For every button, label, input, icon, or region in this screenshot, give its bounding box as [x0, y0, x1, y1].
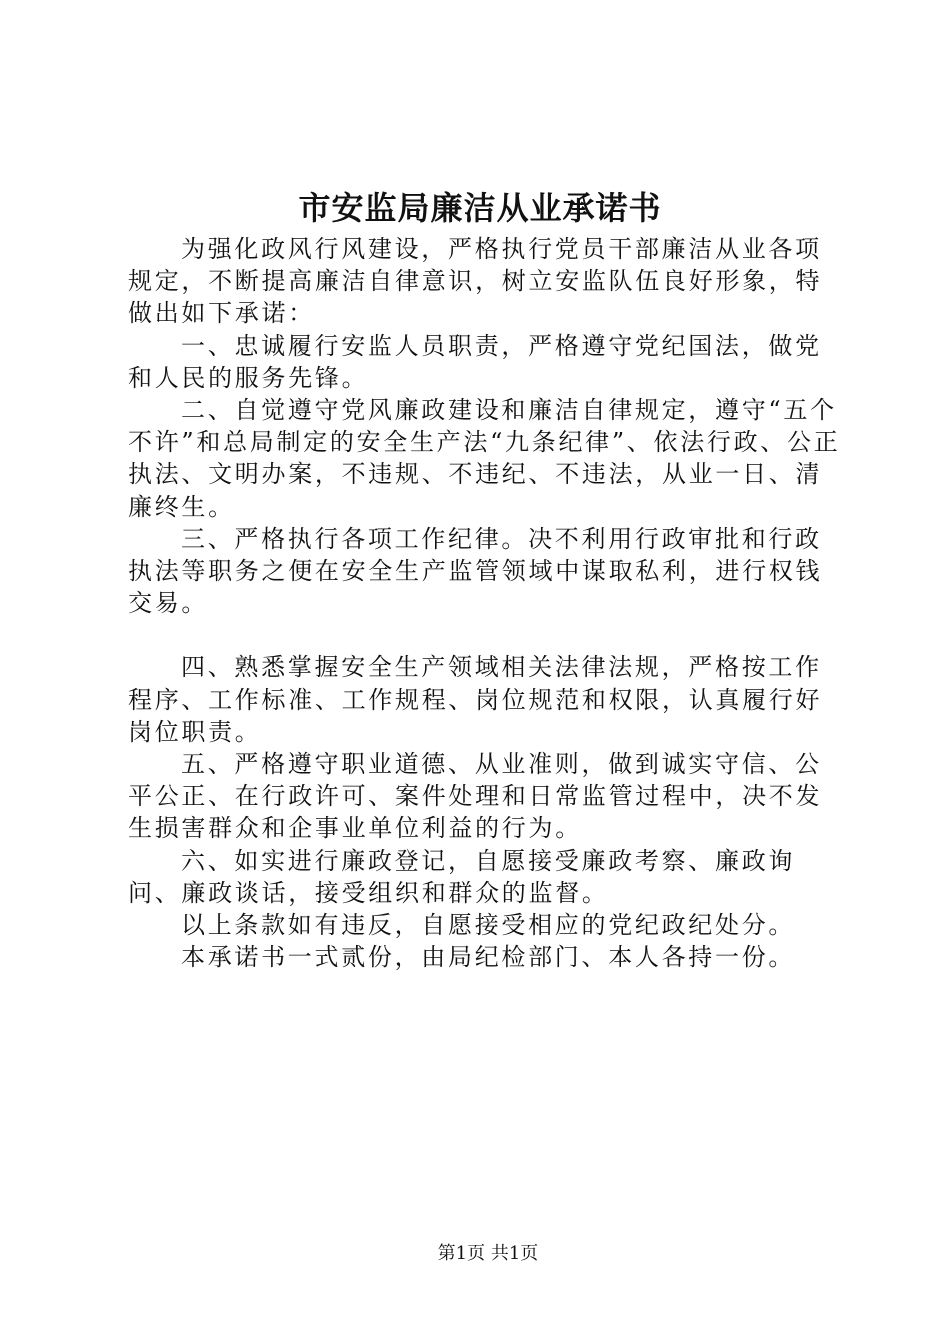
paragraph-intro: 为强化政风行风建设，严格执行党员干部廉洁从业各项规定，不断提高廉洁自律意识，树立安监队伍良好形象，特做出如下承诺： [128, 235, 823, 328]
paragraph-3: 三、严格执行各项工作纪律。决不利用行政审批和行政执法等职务之便在安全生产监管领域中谋取私利，进行权钱交易。 [128, 524, 823, 618]
paragraph-2: 二、自觉遵守党风廉政建设和廉洁自律规定，遵守“五个不许”和总局制定的安全生产法“九条纪律”、依法行政、公正执法、文明办案，不违规、不违纪、不违法，从业一日、清廉终生。 [128, 396, 841, 521]
paragraph-4: 四、熟悉掌握安全生产领域相关法律法规，严格按工作程序、工作标准、工作规程、岗位规范和权限，认真履行好岗位职责。 [128, 653, 823, 746]
paragraph-5: 五、严格遵守职业道德、从业准则，做到诚实守信、公平公正、在行政许可、案件处理和日常监管过程中，决不发生损害群众和企事业单位利益的行为。 [128, 750, 823, 843]
paragraph-copies: 本承诺书一式贰份，由局纪检部门、本人各持一份。 [181, 943, 796, 972]
document-title: 市安监局廉洁从业承诺书 [298, 189, 662, 227]
paragraph-violation: 以上条款如有违反，自愿接受相应的党纪政纪处分。 [181, 911, 796, 940]
page-footer: 第1页 共1页 [437, 1243, 539, 1264]
paragraph-6: 六、如实进行廉政登记，自愿接受廉政考察、廉政询问、廉政谈话，接受组织和群众的监督。 [128, 846, 796, 907]
document-body [128, 233, 848, 973]
paragraph-1: 一、忠诚履行安监人员职责，严格遵守党纪国法，做党和人民的服务先锋。 [128, 331, 822, 392]
